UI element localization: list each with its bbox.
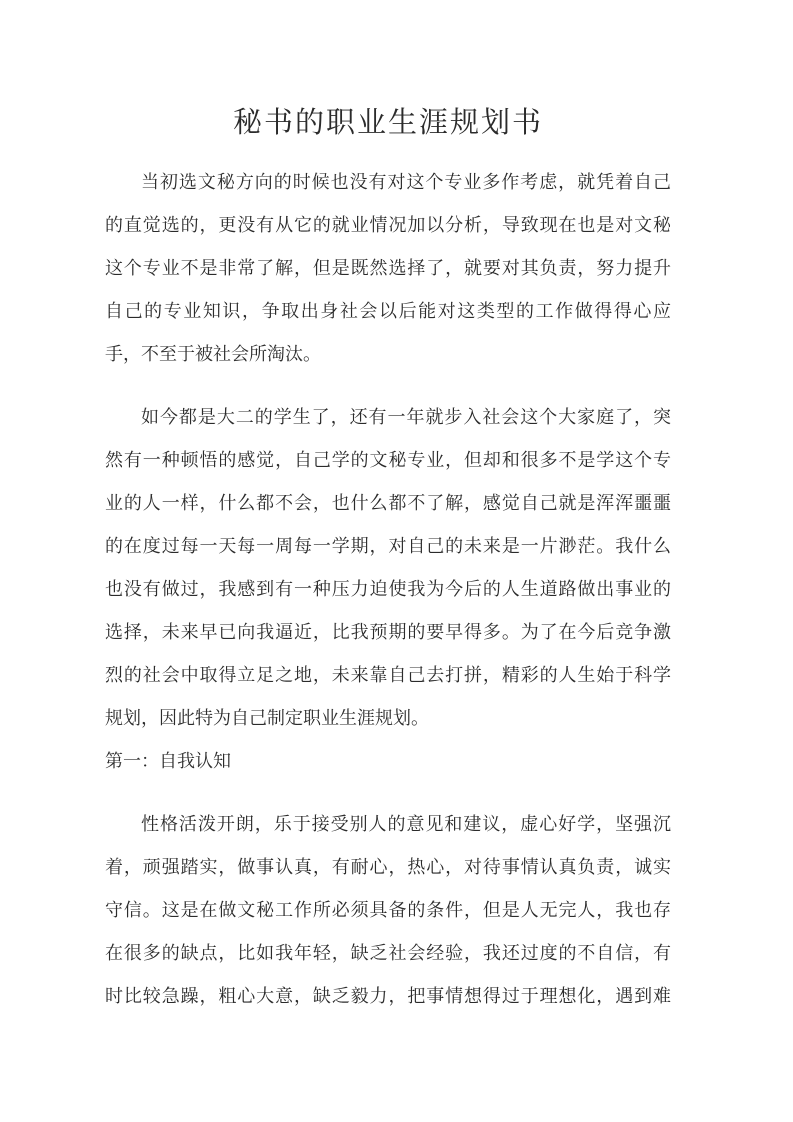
text-line: 规划，因此特为自己制定职业生涯规划。 [105,708,429,729]
text-line: 性格活泼开朗，乐于接受别人的意见和建议，虚心好学，坚强沉 [141,814,671,835]
text-line: 手，不至于被社会所淘汰。 [105,344,321,365]
text-line: 着，顽强踏实，做事认真，有耐心，热心，对待事情认真负责，诚实 [105,857,671,878]
text-line: 的在度过每一天每一周每一学期，对自己的未来是一片渺茫。我什么 [105,536,671,557]
heading-line: 第一：自我认知 [105,751,231,772]
paragraph-personality [105,803,671,1018]
paragraph-intro [105,161,671,376]
text-line: 的直觉选的，更没有从它的就业情况加以分析，导致现在也是对文秘 [105,215,671,236]
text-line: 在很多的缺点，比如我年轻，缺乏社会经验，我还过度的不自信，有 [105,943,671,964]
text-line: 自己的专业知识，争取出身社会以后能对这类型的工作做得得心应 [105,301,671,322]
text-line: 烈的社会中取得立足之地，未来靠自己去打拼，精彩的人生始于科学 [105,665,671,686]
text-line: 选择，未来早已向我逼近，比我预期的要早得多。为了在今后竞争激 [105,622,671,643]
text-line: 当初选文秘方向的时候也没有对这个专业多作考虑，就凭着自己 [141,172,671,193]
text-line: 时比较急躁，粗心大意，缺乏毅力，把事情想得过于理想化，遇到难 [105,986,671,1007]
text-line: 守信。这是在做文秘工作所必须具备的条件，但是人无完人，我也存 [105,900,671,921]
text-line: 也没有做过，我感到有一种压力迫使我为今后的人生道路做出事业的 [105,579,671,600]
text-line: 如今都是大二的学生了，还有一年就步入社会这个大家庭了，突 [141,407,671,428]
text-line: 业的人一样，什么都不会，也什么都不了解，感觉自己就是浑浑噩噩 [105,493,671,514]
text-line: 然有一种顿悟的感觉，自己学的文秘专业，但却和很多不是学这个专 [105,450,671,471]
document-title: 秘书的职业生涯规划书 [232,105,543,139]
text-line: 这个专业不是非常了解，但是既然选择了，就要对其负责，努力提升 [105,258,671,279]
paragraph-reflection [105,396,671,740]
section-heading-self-awareness [105,740,671,783]
